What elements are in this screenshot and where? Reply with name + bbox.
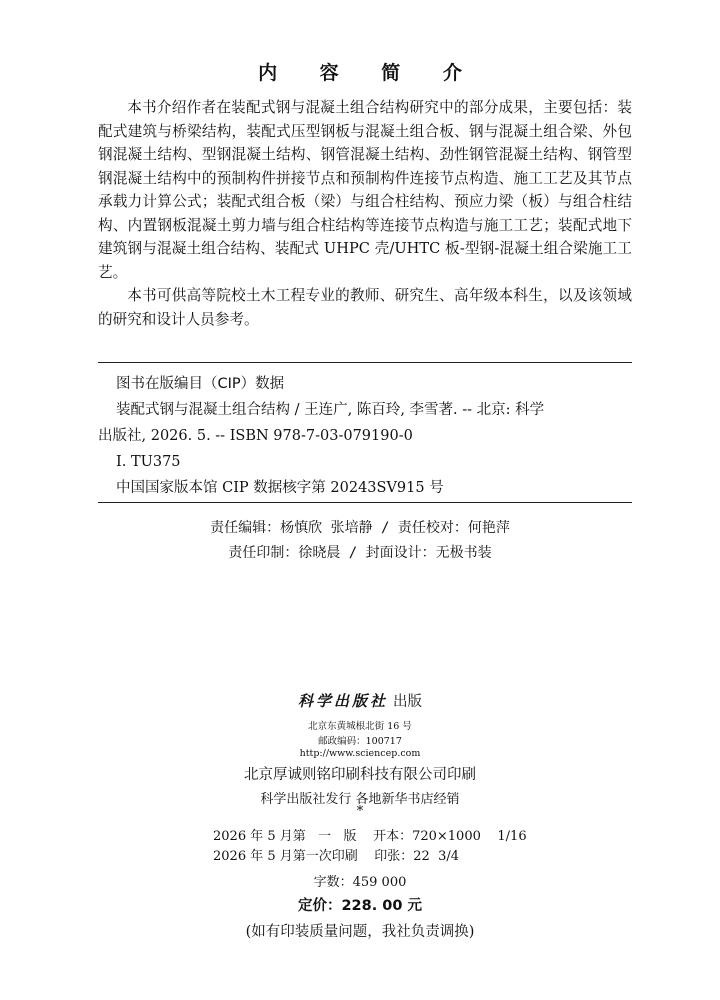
distribution-line: 科学出版社发行 各地新华书店经销	[260, 792, 460, 807]
publisher-line	[0, 690, 720, 711]
publisher-address: 北京东黄城根北街 16 号	[308, 721, 412, 732]
cip-heading: 图书在版编目（CIP）数据	[116, 376, 285, 392]
cip-line-3: Ⅰ. TU375	[116, 454, 181, 470]
intro-paragraph-1: 本书介绍作者在装配式钢与混凝土组合结构研究中的部分成果，主要包括：装配式建筑与桥梁结构，装配式压型钢板与混凝土组合板、钢与混凝土组合梁、外包钢混凝土结构、型钢混凝土结构、钢管混凝土结构、劲性钢管混凝土结构、钢管型钢混凝土结构中的预制构件拼接节点和预制构件连接节点构造、施工工艺及其节点承载力计算公式；装配式组合板（梁）与组合柱结构、预应力梁（板）与组合柱结构、内置钢板混凝土剪力墙与组合柱结构等连接节点构造与施工工艺；装配式地下建筑钢与混凝土组合结构、装配式 UHPC 壳/UHTC 板-型钢-混凝土组合梁施工工艺。	[98, 99, 632, 281]
publisher-website: http://www.sciencep.com	[299, 748, 421, 759]
publisher-suffix: 出版	[393, 694, 423, 710]
page-title: 内 容 简 介	[258, 62, 480, 84]
divider-top	[98, 362, 632, 363]
edition-line: 2026 年 5 月第 一 版 开本：720×1000 1/16	[213, 829, 527, 844]
introduction	[98, 96, 632, 331]
word-count: 字数：459 000	[313, 875, 407, 890]
cip-data	[98, 397, 632, 501]
printing-line: 2026 年 5 月第一次印刷 印张：22 3/4	[213, 849, 460, 864]
responsibility-line-1: 责任编辑：杨慎欣 张培静 / 责任校对：何艳萍	[210, 520, 510, 536]
separator-star: *	[356, 804, 364, 819]
quality-note: (如有印装质量问题，我社负责调换)	[245, 924, 475, 940]
cip-line-2: 出版社, 2026. 5. -- ISBN 978-7-03-079190-0	[98, 428, 413, 444]
cip-line-4: 中国国家版本馆 CIP 数据核字第 20243SV915 号	[116, 480, 444, 496]
responsibility-line-2: 责任印制：徐晓晨 / 封面设计：无极书装	[228, 545, 492, 561]
publisher-logo: 科学出版社	[297, 692, 388, 710]
intro-paragraph-2: 本书可供高等院校土木工程专业的教师、研究生、高年级本科生，以及该领域的研究和设计人员参考。	[98, 287, 632, 328]
publisher-postcode: 邮政编码：100717	[318, 736, 402, 747]
price: 定价：228. 00 元	[297, 898, 423, 914]
cip-line-1: 装配式钢与混凝土组合结构 / 王连广, 陈百玲, 李雪著. -- 北京: 科学	[116, 402, 545, 418]
divider-bottom	[98, 502, 632, 503]
printer-line: 北京厚诚则铭印刷科技有限公司印刷	[244, 767, 476, 783]
